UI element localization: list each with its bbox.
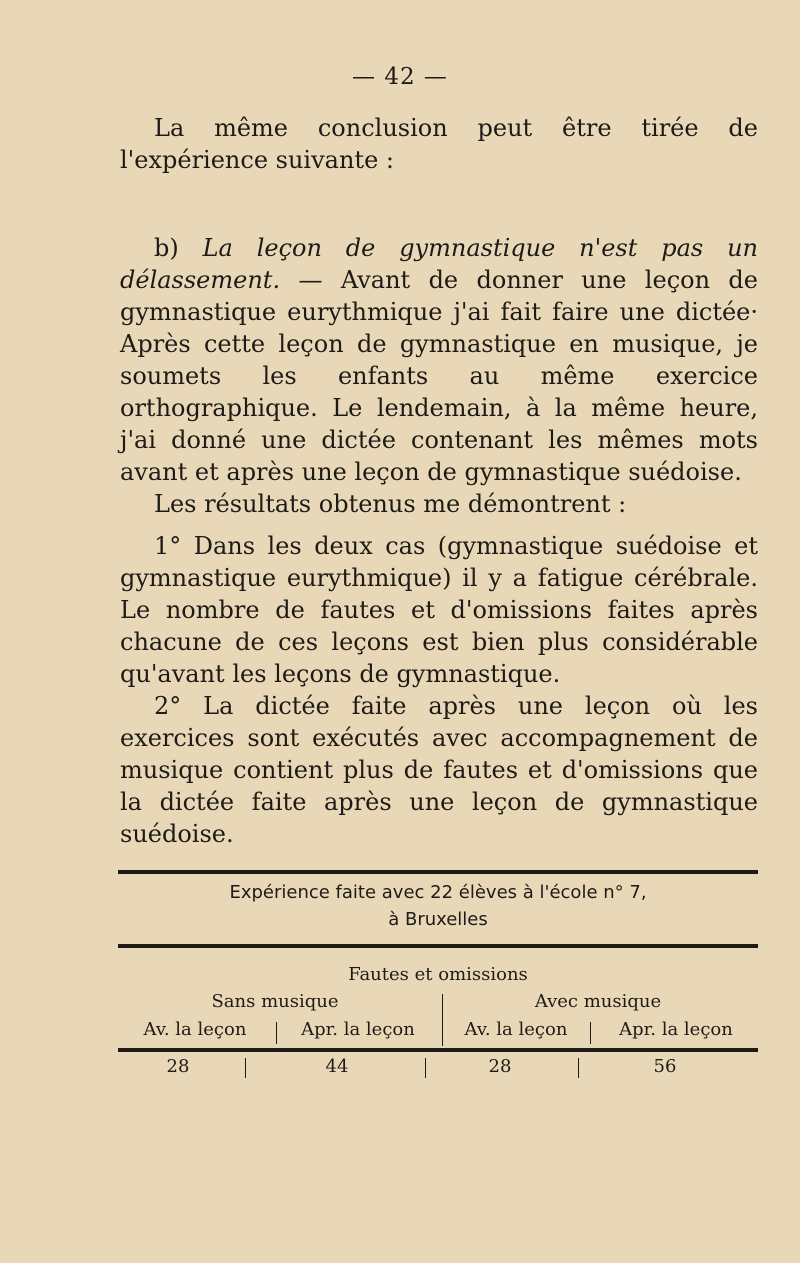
table-col-divider: [590, 1022, 591, 1044]
table-value-cell: 28: [166, 1056, 190, 1077]
table-group-sans-musique: Sans musique: [211, 991, 339, 1012]
result-item-1: [120, 530, 758, 690]
table-caption-rule: [118, 944, 758, 948]
page-number: — 42 —: [352, 64, 448, 90]
table-header: Fautes et omissions: [348, 964, 528, 985]
result-item-1-text: 1° Dans les deux cas (gymnastique suédoise et gymnastique eurythmique) il y a fatigue cérébrale. Le nombre de fautes et d'omissions faites après chacune de ces leçons est bien plus considérable qu'avant les leçons de gymnastique.: [120, 532, 758, 688]
table-col-header: Apr. la leçon: [619, 1019, 733, 1040]
section-b: [120, 232, 758, 520]
table-value-divider: [578, 1058, 579, 1078]
table-col-header: Av. la leçon: [143, 1019, 247, 1040]
table-col-header: Apr. la leçon: [301, 1019, 415, 1040]
section-b-body: — Avant de donner une leçon de gymnastique eurythmique j'ai fait faire une dictée· Après cette leçon de gymnastique en musique, je soumets les enfants au même exercice orthographique. Le lendemain, à la même heure, j'ai donné une dictée contenant les mêmes mots avant et après une leçon de gymnastique suédoise.: [120, 266, 758, 486]
table-caption-line2: à Bruxelles: [388, 909, 488, 930]
section-b-paragraph: [120, 232, 758, 488]
table-group-avec-musique: Avec musique: [534, 991, 662, 1012]
section-b-title: La leçon de gymnastique n'est pas un délassement.: [120, 234, 758, 294]
table-value-cell: 44: [325, 1056, 349, 1077]
table-header-rule: [118, 1048, 758, 1052]
intro-paragraph: [120, 112, 758, 176]
table-group-divider: [442, 994, 443, 1046]
table-value-divider: [425, 1058, 426, 1078]
intro-text: La même conclusion peut être tirée de l'expérience suivante :: [120, 114, 758, 174]
table-value-cell: 28: [488, 1056, 512, 1077]
table-col-header: Av. la leçon: [464, 1019, 568, 1040]
table-top-rule: [118, 870, 758, 874]
table-value-cell: 56: [653, 1056, 677, 1077]
table-col-divider: [276, 1022, 277, 1044]
result-item-2: [120, 690, 758, 850]
table-value-divider: [245, 1058, 246, 1078]
table-caption-line1: Expérience faite avec 22 élèves à l'école n° 7,: [229, 882, 647, 903]
result-item-2-text: 2° La dictée faite après une leçon où les exercices sont exécutés avec accompagnement de musique contient plus de fautes et d'omissions que la dictée faite après une leçon de gymnastique suédoise.: [120, 692, 758, 848]
results-intro: Les résultats obtenus me démontrent :: [154, 490, 627, 518]
section-b-marker: b): [154, 234, 179, 262]
